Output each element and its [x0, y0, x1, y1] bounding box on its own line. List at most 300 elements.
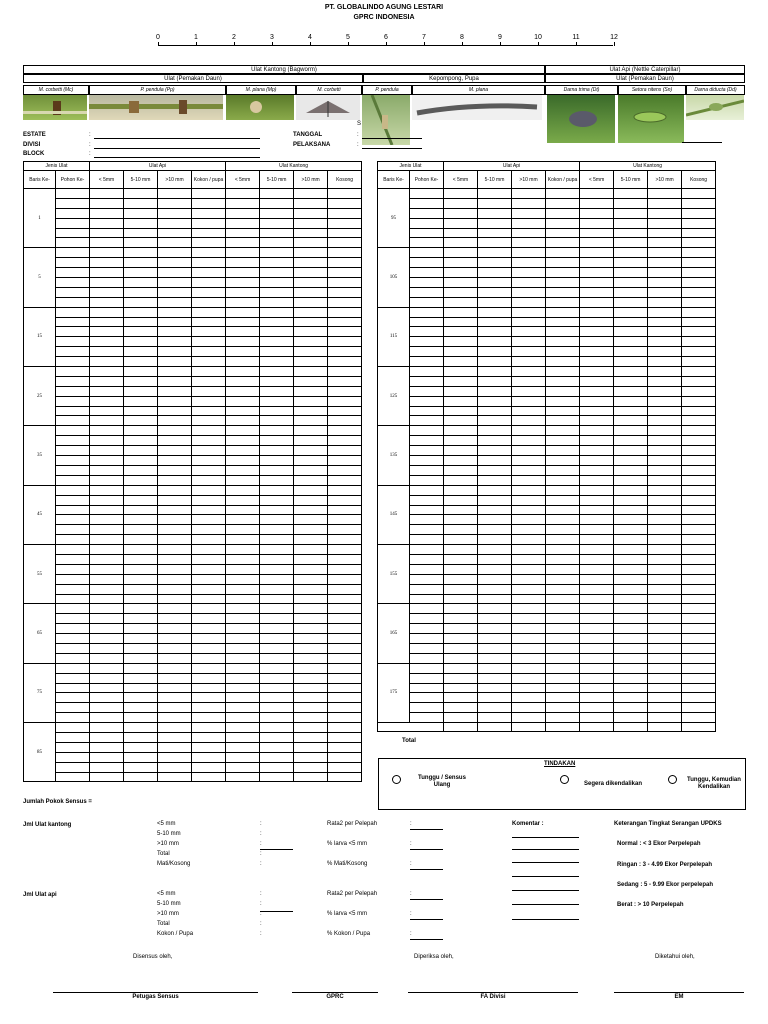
data-cell[interactable]	[512, 238, 546, 248]
data-cell[interactable]	[580, 287, 614, 297]
data-cell[interactable]	[512, 248, 546, 258]
data-cell[interactable]	[328, 643, 362, 653]
data-cell[interactable]	[260, 624, 294, 634]
data-cell[interactable]	[226, 713, 260, 723]
data-cell[interactable]	[90, 208, 124, 218]
komentar-line[interactable]	[512, 890, 579, 891]
data-cell[interactable]	[444, 574, 478, 584]
data-cell[interactable]	[294, 406, 328, 416]
data-cell[interactable]	[682, 238, 716, 248]
data-cell[interactable]	[56, 614, 90, 624]
data-cell[interactable]	[260, 406, 294, 416]
data-cell[interactable]	[90, 456, 124, 466]
data-cell[interactable]	[158, 376, 192, 386]
data-cell[interactable]	[328, 673, 362, 683]
data-cell[interactable]	[410, 287, 444, 297]
data-cell[interactable]	[158, 762, 192, 772]
data-cell[interactable]	[614, 416, 648, 426]
data-cell[interactable]	[226, 189, 260, 199]
data-cell[interactable]	[512, 693, 546, 703]
data-cell[interactable]	[260, 713, 294, 723]
data-cell[interactable]	[192, 614, 226, 624]
data-cell[interactable]	[294, 594, 328, 604]
data-cell[interactable]	[294, 762, 328, 772]
data-cell[interactable]	[328, 752, 362, 762]
data-cell[interactable]	[546, 287, 580, 297]
data-cell[interactable]	[56, 446, 90, 456]
data-cell[interactable]	[410, 673, 444, 683]
data-cell[interactable]	[512, 475, 546, 485]
data-cell[interactable]	[192, 307, 226, 317]
data-cell[interactable]	[124, 683, 158, 693]
data-cell[interactable]	[124, 554, 158, 564]
data-cell[interactable]	[56, 772, 90, 782]
data-cell[interactable]	[410, 614, 444, 624]
data-cell[interactable]	[192, 663, 226, 673]
data-cell[interactable]	[90, 683, 124, 693]
data-cell[interactable]	[192, 198, 226, 208]
data-cell[interactable]	[444, 475, 478, 485]
data-cell[interactable]	[444, 317, 478, 327]
kantong-total-line[interactable]	[260, 849, 293, 850]
data-cell[interactable]	[226, 367, 260, 377]
data-cell[interactable]	[56, 742, 90, 752]
data-cell[interactable]	[56, 485, 90, 495]
data-cell[interactable]	[614, 347, 648, 357]
data-cell[interactable]	[648, 693, 682, 703]
data-cell[interactable]	[478, 198, 512, 208]
data-cell[interactable]	[614, 278, 648, 288]
data-cell[interactable]	[410, 564, 444, 574]
data-cell[interactable]	[478, 268, 512, 278]
data-cell[interactable]	[158, 663, 192, 673]
data-cell[interactable]	[546, 208, 580, 218]
data-cell[interactable]	[124, 535, 158, 545]
data-cell[interactable]	[294, 525, 328, 535]
data-cell[interactable]	[614, 456, 648, 466]
data-cell[interactable]	[682, 634, 716, 644]
data-cell[interactable]	[192, 594, 226, 604]
data-cell[interactable]	[444, 515, 478, 525]
data-cell[interactable]	[444, 248, 478, 258]
data-cell[interactable]	[158, 426, 192, 436]
data-cell[interactable]	[328, 416, 362, 426]
data-cell[interactable]	[260, 367, 294, 377]
data-cell[interactable]	[56, 525, 90, 535]
data-cell[interactable]	[648, 475, 682, 485]
data-cell[interactable]	[648, 584, 682, 594]
data-cell[interactable]	[226, 287, 260, 297]
data-cell[interactable]	[192, 268, 226, 278]
data-cell[interactable]	[682, 624, 716, 634]
data-cell[interactable]	[580, 208, 614, 218]
data-cell[interactable]	[260, 189, 294, 199]
data-cell[interactable]	[56, 396, 90, 406]
data-cell[interactable]	[328, 446, 362, 456]
data-cell[interactable]	[580, 554, 614, 564]
data-cell[interactable]	[192, 485, 226, 495]
data-cell[interactable]	[614, 525, 648, 535]
data-cell[interactable]	[512, 357, 546, 367]
komentar-line[interactable]	[512, 849, 579, 850]
data-cell[interactable]	[546, 594, 580, 604]
data-cell[interactable]	[192, 693, 226, 703]
data-cell[interactable]	[614, 218, 648, 228]
data-cell[interactable]	[90, 673, 124, 683]
data-cell[interactable]	[226, 604, 260, 614]
data-cell[interactable]	[478, 357, 512, 367]
data-cell[interactable]	[512, 456, 546, 466]
data-cell[interactable]	[546, 248, 580, 258]
data-cell[interactable]	[478, 426, 512, 436]
data-cell[interactable]	[648, 189, 682, 199]
data-cell[interactable]	[192, 554, 226, 564]
data-cell[interactable]	[410, 505, 444, 515]
data-cell[interactable]	[478, 218, 512, 228]
data-cell[interactable]	[226, 752, 260, 762]
data-cell[interactable]	[444, 386, 478, 396]
data-cell[interactable]	[124, 436, 158, 446]
data-cell[interactable]	[260, 564, 294, 574]
data-cell[interactable]	[444, 584, 478, 594]
data-cell[interactable]	[158, 564, 192, 574]
data-cell[interactable]	[90, 564, 124, 574]
data-cell[interactable]	[682, 258, 716, 268]
data-cell[interactable]	[226, 772, 260, 782]
data-cell[interactable]	[158, 525, 192, 535]
data-cell[interactable]	[478, 436, 512, 446]
data-cell[interactable]	[444, 307, 478, 317]
data-cell[interactable]	[294, 663, 328, 673]
data-cell[interactable]	[682, 218, 716, 228]
data-cell[interactable]	[546, 416, 580, 426]
data-cell[interactable]	[56, 228, 90, 238]
data-cell[interactable]	[192, 505, 226, 515]
data-cell[interactable]	[444, 663, 478, 673]
data-cell[interactable]	[192, 218, 226, 228]
data-cell[interactable]	[56, 218, 90, 228]
data-cell[interactable]	[260, 584, 294, 594]
data-cell[interactable]	[328, 545, 362, 555]
data-cell[interactable]	[614, 505, 648, 515]
data-cell[interactable]	[328, 525, 362, 535]
data-cell[interactable]	[444, 624, 478, 634]
data-cell[interactable]	[478, 386, 512, 396]
data-cell[interactable]	[328, 218, 362, 228]
data-cell[interactable]	[90, 317, 124, 327]
data-cell[interactable]	[580, 495, 614, 505]
data-cell[interactable]	[512, 258, 546, 268]
data-cell[interactable]	[294, 367, 328, 377]
data-cell[interactable]	[158, 228, 192, 238]
data-cell[interactable]	[260, 416, 294, 426]
data-cell[interactable]	[192, 634, 226, 644]
data-cell[interactable]	[328, 723, 362, 733]
data-cell[interactable]	[294, 703, 328, 713]
data-cell[interactable]	[56, 307, 90, 317]
data-cell[interactable]	[512, 624, 546, 634]
data-cell[interactable]	[478, 604, 512, 614]
data-cell[interactable]	[158, 574, 192, 584]
data-cell[interactable]	[682, 703, 716, 713]
data-cell[interactable]	[478, 416, 512, 426]
data-cell[interactable]	[478, 643, 512, 653]
data-cell[interactable]	[444, 396, 478, 406]
total-data-cell[interactable]	[444, 723, 478, 732]
data-cell[interactable]	[90, 376, 124, 386]
data-cell[interactable]	[260, 386, 294, 396]
data-cell[interactable]	[192, 723, 226, 733]
data-cell[interactable]	[90, 525, 124, 535]
data-cell[interactable]	[158, 307, 192, 317]
data-cell[interactable]	[192, 683, 226, 693]
data-cell[interactable]	[410, 436, 444, 446]
data-cell[interactable]	[546, 574, 580, 584]
data-cell[interactable]	[192, 396, 226, 406]
data-cell[interactable]	[410, 535, 444, 545]
data-cell[interactable]	[294, 732, 328, 742]
data-cell[interactable]	[444, 525, 478, 535]
data-cell[interactable]	[226, 297, 260, 307]
data-cell[interactable]	[328, 406, 362, 416]
data-cell[interactable]	[478, 317, 512, 327]
data-cell[interactable]	[648, 525, 682, 535]
data-cell[interactable]	[682, 525, 716, 535]
data-cell[interactable]	[328, 238, 362, 248]
data-cell[interactable]	[294, 357, 328, 367]
data-cell[interactable]	[648, 337, 682, 347]
data-cell[interactable]	[546, 554, 580, 564]
data-cell[interactable]	[226, 574, 260, 584]
data-cell[interactable]	[294, 307, 328, 317]
data-cell[interactable]	[328, 594, 362, 604]
data-cell[interactable]	[192, 703, 226, 713]
data-cell[interactable]	[682, 228, 716, 238]
data-cell[interactable]	[410, 446, 444, 456]
data-cell[interactable]	[226, 307, 260, 317]
data-cell[interactable]	[614, 287, 648, 297]
data-cell[interactable]	[648, 426, 682, 436]
data-cell[interactable]	[158, 456, 192, 466]
data-cell[interactable]	[124, 713, 158, 723]
data-cell[interactable]	[260, 376, 294, 386]
data-cell[interactable]	[580, 584, 614, 594]
data-cell[interactable]	[90, 614, 124, 624]
data-cell[interactable]	[682, 297, 716, 307]
data-cell[interactable]	[294, 376, 328, 386]
data-cell[interactable]	[648, 396, 682, 406]
data-cell[interactable]	[478, 258, 512, 268]
data-cell[interactable]	[614, 406, 648, 416]
data-cell[interactable]	[682, 376, 716, 386]
data-cell[interactable]	[614, 337, 648, 347]
data-cell[interactable]	[56, 337, 90, 347]
data-cell[interactable]	[260, 268, 294, 278]
data-cell[interactable]	[260, 297, 294, 307]
data-cell[interactable]	[478, 594, 512, 604]
data-cell[interactable]	[682, 604, 716, 614]
data-cell[interactable]	[226, 218, 260, 228]
data-cell[interactable]	[158, 198, 192, 208]
data-cell[interactable]	[478, 337, 512, 347]
data-cell[interactable]	[512, 268, 546, 278]
data-cell[interactable]	[410, 268, 444, 278]
data-cell[interactable]	[158, 634, 192, 644]
data-cell[interactable]	[410, 604, 444, 614]
data-cell[interactable]	[614, 515, 648, 525]
data-cell[interactable]	[226, 762, 260, 772]
data-cell[interactable]	[328, 258, 362, 268]
data-cell[interactable]	[56, 386, 90, 396]
data-cell[interactable]	[478, 327, 512, 337]
data-cell[interactable]	[90, 446, 124, 456]
data-cell[interactable]	[614, 574, 648, 584]
data-cell[interactable]	[580, 406, 614, 416]
option-circle-2[interactable]	[560, 775, 569, 784]
data-cell[interactable]	[512, 347, 546, 357]
data-cell[interactable]	[226, 436, 260, 446]
data-cell[interactable]	[192, 376, 226, 386]
data-cell[interactable]	[410, 456, 444, 466]
data-cell[interactable]	[546, 614, 580, 624]
data-cell[interactable]	[614, 297, 648, 307]
data-cell[interactable]	[124, 347, 158, 357]
data-cell[interactable]	[614, 446, 648, 456]
data-cell[interactable]	[56, 732, 90, 742]
data-cell[interactable]	[56, 376, 90, 386]
data-cell[interactable]	[294, 337, 328, 347]
data-cell[interactable]	[56, 465, 90, 475]
data-cell[interactable]	[648, 446, 682, 456]
data-cell[interactable]	[410, 713, 444, 723]
data-cell[interactable]	[478, 238, 512, 248]
data-cell[interactable]	[124, 367, 158, 377]
data-cell[interactable]	[124, 584, 158, 594]
data-cell[interactable]	[546, 337, 580, 347]
data-cell[interactable]	[90, 228, 124, 238]
data-cell[interactable]	[294, 653, 328, 663]
data-cell[interactable]	[226, 406, 260, 416]
data-cell[interactable]	[444, 406, 478, 416]
data-cell[interactable]	[124, 673, 158, 683]
data-cell[interactable]	[56, 683, 90, 693]
data-cell[interactable]	[260, 208, 294, 218]
data-cell[interactable]	[158, 673, 192, 683]
data-cell[interactable]	[294, 554, 328, 564]
data-cell[interactable]	[226, 416, 260, 426]
data-cell[interactable]	[158, 287, 192, 297]
data-cell[interactable]	[260, 465, 294, 475]
data-cell[interactable]	[158, 584, 192, 594]
data-cell[interactable]	[512, 376, 546, 386]
data-cell[interactable]	[580, 327, 614, 337]
data-cell[interactable]	[682, 693, 716, 703]
data-cell[interactable]	[546, 426, 580, 436]
data-cell[interactable]	[158, 653, 192, 663]
data-cell[interactable]	[158, 515, 192, 525]
data-cell[interactable]	[226, 198, 260, 208]
data-cell[interactable]	[90, 268, 124, 278]
data-cell[interactable]	[546, 495, 580, 505]
data-cell[interactable]	[328, 535, 362, 545]
data-cell[interactable]	[580, 574, 614, 584]
data-cell[interactable]	[158, 347, 192, 357]
data-cell[interactable]	[546, 268, 580, 278]
data-cell[interactable]	[294, 238, 328, 248]
data-cell[interactable]	[158, 357, 192, 367]
total-data-cell[interactable]	[580, 723, 614, 732]
data-cell[interactable]	[444, 495, 478, 505]
data-cell[interactable]	[512, 604, 546, 614]
data-cell[interactable]	[478, 406, 512, 416]
data-cell[interactable]	[192, 525, 226, 535]
data-cell[interactable]	[546, 683, 580, 693]
data-cell[interactable]	[124, 268, 158, 278]
data-cell[interactable]	[90, 485, 124, 495]
data-cell[interactable]	[682, 426, 716, 436]
data-cell[interactable]	[124, 653, 158, 663]
data-cell[interactable]	[124, 643, 158, 653]
data-cell[interactable]	[682, 337, 716, 347]
data-cell[interactable]	[158, 248, 192, 258]
data-cell[interactable]	[478, 278, 512, 288]
data-cell[interactable]	[410, 396, 444, 406]
data-cell[interactable]	[614, 376, 648, 386]
data-cell[interactable]	[648, 564, 682, 574]
data-cell[interactable]	[294, 545, 328, 555]
divisi-field[interactable]	[94, 148, 260, 149]
data-cell[interactable]	[158, 258, 192, 268]
data-cell[interactable]	[648, 198, 682, 208]
data-cell[interactable]	[648, 238, 682, 248]
data-cell[interactable]	[648, 307, 682, 317]
data-cell[interactable]	[328, 327, 362, 337]
data-cell[interactable]	[192, 456, 226, 466]
data-cell[interactable]	[444, 643, 478, 653]
data-cell[interactable]	[682, 505, 716, 515]
data-cell[interactable]	[648, 683, 682, 693]
data-cell[interactable]	[580, 426, 614, 436]
data-cell[interactable]	[226, 426, 260, 436]
data-cell[interactable]	[90, 643, 124, 653]
data-cell[interactable]	[260, 327, 294, 337]
data-cell[interactable]	[124, 485, 158, 495]
data-cell[interactable]	[410, 228, 444, 238]
data-cell[interactable]	[410, 624, 444, 634]
data-cell[interactable]	[512, 713, 546, 723]
data-cell[interactable]	[294, 278, 328, 288]
data-cell[interactable]	[226, 584, 260, 594]
data-cell[interactable]	[580, 307, 614, 317]
data-cell[interactable]	[648, 228, 682, 238]
data-cell[interactable]	[444, 564, 478, 574]
data-cell[interactable]	[328, 683, 362, 693]
data-cell[interactable]	[580, 278, 614, 288]
data-cell[interactable]	[294, 673, 328, 683]
data-cell[interactable]	[614, 693, 648, 703]
data-cell[interactable]	[158, 594, 192, 604]
data-cell[interactable]	[328, 208, 362, 218]
data-cell[interactable]	[546, 396, 580, 406]
data-cell[interactable]	[614, 614, 648, 624]
data-cell[interactable]	[410, 406, 444, 416]
data-cell[interactable]	[648, 376, 682, 386]
data-cell[interactable]	[478, 535, 512, 545]
data-cell[interactable]	[226, 228, 260, 238]
data-cell[interactable]	[294, 297, 328, 307]
data-cell[interactable]	[294, 248, 328, 258]
data-cell[interactable]	[226, 614, 260, 624]
